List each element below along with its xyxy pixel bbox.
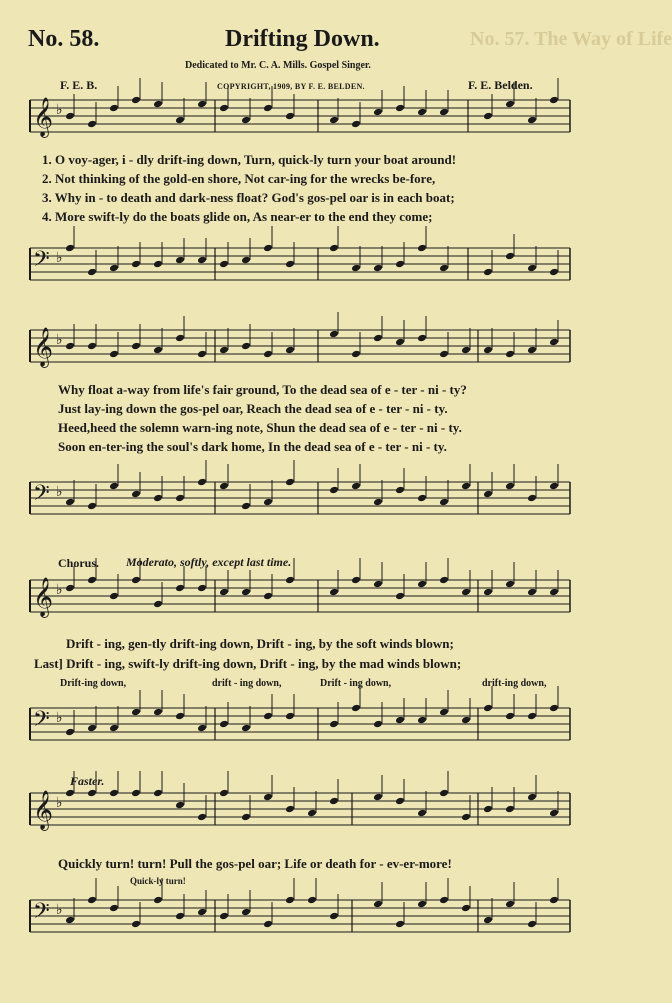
note-head [175,494,185,503]
bass-words-1: Drift-ing down, [60,678,127,689]
note-head [285,346,295,355]
note-head [263,104,273,113]
key-signature-flat: ♭ [56,795,63,811]
note-head [483,490,493,499]
note-head [549,268,559,277]
note-head [219,346,229,355]
note-head [65,342,75,351]
note-head [439,576,449,585]
note-head [527,264,537,273]
note-head [241,724,251,733]
note-head [197,813,207,822]
note-head [197,908,207,917]
note-head [65,112,75,121]
system2-treble-staff [0,322,640,382]
note-head [87,502,97,511]
lyricist-credit: F. E. B. [60,78,98,92]
copyright-notice: COPYRIGHT, 1909, BY F. E. BELDEN. [217,82,365,91]
key-signature-flat: ♭ [56,102,63,118]
key-signature-flat: ♭ [56,582,63,598]
note-head [241,588,251,597]
bass-small-lyric: Quick-ly turn! [130,876,186,886]
note-head [417,716,427,725]
note-head [505,580,515,589]
note-head [549,704,559,713]
note-head [131,96,141,105]
note-head [241,813,251,822]
note-head [263,592,273,601]
bass-words-4: drift-ing down, [482,678,547,689]
note-head [285,712,295,721]
note-head [109,264,119,273]
note-head [87,120,97,129]
note-head [131,260,141,269]
note-head [175,256,185,265]
note-head [505,100,515,109]
note-head [461,482,471,491]
verse-3-line-1: 3. Why in - to death and dark-ness float? God's gos-pel oar is in each boat; [42,190,455,205]
note-head [219,789,229,798]
note-head [483,916,493,925]
note-head [65,584,75,593]
note-head [285,478,295,487]
note-head [153,789,163,798]
note-head [395,592,405,601]
note-head [351,120,361,129]
note-head [153,708,163,717]
system1-treble-staff [0,92,640,152]
note-head [219,482,229,491]
key-signature-flat: ♭ [56,902,63,918]
bass-clef: 𝄢 [33,247,50,277]
note-head [175,801,185,810]
note-head [263,350,273,359]
note-head [131,342,141,351]
note-head [263,498,273,507]
bass-words-3: Drift - ing down, [320,678,392,689]
system3-bass-staff [0,688,640,758]
note-head [483,268,493,277]
note-head [373,720,383,729]
system1-bass-staff [0,228,640,298]
note-head [549,338,559,347]
note-head [263,244,273,253]
note-head [505,805,515,814]
note-head [351,264,361,273]
note-head [219,260,229,269]
note-head [131,708,141,717]
note-head [263,793,273,802]
note-head [109,482,119,491]
verse-3-line-2: Heed,heed the solemn warn-ing note, Shun the dead sea of e - ter - ni - ty. [58,420,462,435]
note-head [395,260,405,269]
note-head [241,256,251,265]
note-head [527,793,537,802]
system3-treble-staff [0,572,640,632]
note-head [153,600,163,609]
bass-words-2: drift - ing down, [212,678,282,689]
note-head [263,920,273,929]
chorus-direction: Moderato, softly, except last time. [126,555,292,569]
note-head [65,916,75,925]
system4-bass-staff [0,880,640,955]
note-head [219,720,229,729]
note-head [329,116,339,125]
note-head [351,350,361,359]
note-head [197,350,207,359]
note-head [417,900,427,909]
note-head [505,900,515,909]
note-head [417,244,427,253]
treble-clef: 𝄞 [33,790,54,830]
key-signature-flat: ♭ [56,484,63,500]
note-head [197,584,207,593]
treble-clef: 𝄞 [33,577,54,617]
note-head [439,350,449,359]
note-head [439,108,449,117]
tempo-marking: Faster. [70,774,105,788]
chorus-label: Chorus. [58,556,100,570]
note-head [461,588,471,597]
verse-1-line-1: 1. O voy-ager, i - dly drift-ing down, Turn, quick-ly turn your boat around! [42,152,457,167]
note-head [263,712,273,721]
note-head [329,797,339,806]
note-head [417,809,427,818]
note-head [175,116,185,125]
note-head [329,588,339,597]
note-head [461,716,471,725]
note-head [65,789,75,798]
note-head [527,346,537,355]
verse-4-line-1: 4. More swift-ly do the boats glide on, As near-er to the end they come; [42,209,433,224]
note-head [505,350,515,359]
note-head [527,494,537,503]
note-head [307,809,317,818]
note-head [175,712,185,721]
note-head [65,728,75,737]
note-head [549,96,559,105]
hymn-title: Drifting Down. [225,26,380,52]
note-head [87,576,97,585]
note-head [483,704,493,713]
note-head [87,789,97,798]
key-signature-flat: ♭ [56,250,63,266]
note-head [461,346,471,355]
note-head [175,584,185,593]
verse-2-line-1: 2. Not thinking of the gold-en shore, Not car-ing for the wrecks be-fore, [42,171,436,186]
note-head [65,498,75,507]
note-head [505,712,515,721]
note-head [373,498,383,507]
note-head [285,896,295,905]
note-head [395,920,405,929]
note-head [109,350,119,359]
note-head [351,576,361,585]
note-head [307,896,317,905]
note-head [527,588,537,597]
note-head [461,813,471,822]
verse-1-line-2: Why float a-way from life's fair ground, To the dead sea of e - ter - ni - ty? [58,382,467,397]
note-head [373,793,383,802]
note-head [373,900,383,909]
note-head [219,912,229,921]
note-head [527,920,537,929]
system4-treble-staff [0,785,640,845]
note-head [417,108,427,117]
note-head [153,494,163,503]
note-head [549,809,559,818]
note-head [395,338,405,347]
note-head [549,482,559,491]
note-head [197,100,207,109]
note-head [219,104,229,113]
note-head [241,116,251,125]
note-head [219,588,229,597]
note-head [439,896,449,905]
note-head [439,264,449,273]
note-head [483,112,493,121]
note-head [527,712,537,721]
key-signature-flat: ♭ [56,332,63,348]
bleed-through-text: No. 57. The Way of Life [470,28,672,50]
note-head [329,912,339,921]
note-head [483,805,493,814]
note-head [373,264,383,273]
verse-4-line-2: Soon en-ter-ing the soul's dark home, In the dead sea of e - ter - ni - ty. [58,439,447,454]
note-head [109,104,119,113]
bass-clef: 𝄢 [33,899,50,929]
note-head [527,116,537,125]
note-head [373,334,383,343]
system2-bass-staff [0,462,640,532]
note-head [87,268,97,277]
note-head [329,486,339,495]
note-head [483,346,493,355]
note-head [351,482,361,491]
note-head [329,720,339,729]
note-head [109,724,119,733]
note-head [87,724,97,733]
hymn-number: No. 58. [28,26,100,52]
note-head [395,486,405,495]
chorus-final-line: Quickly turn! turn! Pull the gos-pel oar; Life or death for - ev-er-more! [58,856,452,871]
dedication: Dedicated to Mr. C. A. Mills. Gospel Singer. [185,60,371,71]
note-head [285,112,295,121]
note-head [417,580,427,589]
note-head [329,330,339,339]
chorus-line-last: Last] Drift - ing, swift-ly drift-ing down, Drift - ing, by the mad winds blown; [34,656,462,671]
note-head [87,342,97,351]
note-head [131,490,141,499]
treble-clef: 𝄞 [33,327,54,367]
note-head [131,789,141,798]
note-head [131,920,141,929]
note-head [241,342,251,351]
note-head [395,797,405,806]
note-head [439,498,449,507]
note-head [241,502,251,511]
note-head [461,904,471,913]
note-head [109,789,119,798]
note-head [153,896,163,905]
note-head [197,256,207,265]
note-head [285,260,295,269]
note-head [153,100,163,109]
note-head [505,482,515,491]
note-head [109,592,119,601]
note-head [329,244,339,253]
note-head [439,708,449,717]
note-head [131,576,141,585]
note-head [175,912,185,921]
note-head [285,576,295,585]
treble-clef: 𝄞 [33,97,54,137]
note-head [241,908,251,917]
note-head [351,704,361,713]
note-head [483,588,493,597]
note-head [549,896,559,905]
note-head [505,252,515,261]
note-head [373,108,383,117]
composer-credit: F. E. Belden. [468,78,533,92]
note-head [373,580,383,589]
note-head [153,260,163,269]
verse-2-line-2: Just lay-ing down the gos-pel oar, Reach the dead sea of e - ter - ni - ty. [58,401,448,416]
note-head [395,716,405,725]
note-head [417,334,427,343]
bass-clef: 𝄢 [33,481,50,511]
note-head [197,724,207,733]
bass-clef: 𝄢 [33,707,50,737]
note-head [153,346,163,355]
chorus-line-1: Drift - ing, gen-tly drift-ing down, Drift - ing, by the soft winds blown; [66,636,454,651]
note-head [439,789,449,798]
note-head [285,805,295,814]
note-head [549,588,559,597]
note-head [87,896,97,905]
note-head [109,904,119,913]
note-head [197,478,207,487]
note-head [395,104,405,113]
note-head [65,244,75,253]
key-signature-flat: ♭ [56,710,63,726]
note-head [417,494,427,503]
note-head [175,334,185,343]
